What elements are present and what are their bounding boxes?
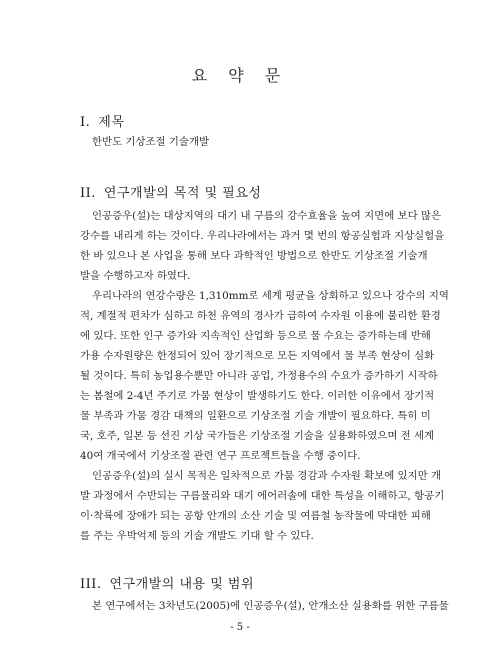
page-number: - 5 - [230,622,250,633]
section-2-title: 연구개발의 목적 및 필요성 [103,186,262,201]
section-1-title: 제목 [98,115,125,130]
section-2-number: II. [80,186,96,201]
paragraph-line: 40여 개국에서 기상조절 관련 연구 프로젝트들을 수행 중이다. [80,450,361,462]
section-3-number: III. [80,577,102,592]
paragraph-line: 는 봄철에 2-4년 주기로 가뭄 현상이 발생하기도 한다. 이러한 이유에서 장기적 [80,390,435,402]
paragraph-line: 를 주는 우박억제 등의 기술 개발도 기대 할 수 있다. [80,530,314,542]
paragraph-line: 본 연구에서는 3차년도(2005)에 인공증우(설), 안개소산 실용화를 위한 구름물 [92,600,449,612]
paragraph-line: 인공증우(설)의 실시 목적은 일차적으로 가뭄 경감과 수자원 확보에 있지만 개 [92,470,441,482]
section-3-title: 연구개발의 내용 및 범위 [109,577,255,592]
paragraph-line: 발을 수행하고자 하였다. [80,270,191,282]
paragraph-line: 국, 호주, 일본 등 선진 기상 국가들은 기상조절 기술을 실용화하였으며 전 세계 [80,430,435,442]
section-1-number: I. [80,115,91,130]
section-1-body: 한반도 기상조절 기술개발 [92,136,210,148]
paragraph-line: 적, 계절적 편차가 심하고 하천 유역의 경사가 급하여 수자원 이용에 불리한 환경 [80,310,441,322]
paragraph-line: 이·착륙에 장애가 되는 공항 안개의 소산 기술 및 여름철 농작물에 막대한 피해 [80,510,431,522]
paragraph-line: 강수를 내리게 하는 것이다. 우리나라에서는 과거 몇 번의 항공실험과 지상실험을 [80,230,445,242]
section-3-heading [80,573,254,592]
paragraph-line: 인공증우(설)는 대상지역의 대기 내 구름의 강수효율을 높여 지면에 보다 많은 [92,210,441,222]
page-title: 요 약 문 [191,66,289,85]
paragraph-line: 우리나라의 연강수량은 1,310mm로 세계 평균을 상회하고 있으나 강수의 지역 [92,290,449,302]
paragraph-line: 가용 수자원량은 한정되어 있어 장기적으로 모든 지역에서 물 부족 현상이 심화 [80,350,435,362]
paragraph-line: 한 바 있으나 본 사업을 통해 보다 과학적인 방법으로 한반도 기상조절 기술개 [80,250,428,262]
paragraph-line: 물 부족과 가뭄 경감 대책의 일환으로 기상조절 기술 개발이 필요하다. 특히 미 [80,410,431,422]
paragraph-line: 될 것이다. 특히 농업용수뿐만 아니라 공업, 가정용수의 수요가 증가하기 시작하 [80,370,438,382]
section-2-heading [80,182,261,201]
section-1-heading [80,111,124,130]
paragraph-line: 발 과정에서 수반되는 구름물리와 대기 에어러솔에 대한 특성을 이해하고, 항공기 [80,490,445,502]
paragraph-line: 에 있다. 또한 인구 증가와 지속적인 산업화 등으로 물 수요는 증가하는데 반해 [80,330,431,342]
